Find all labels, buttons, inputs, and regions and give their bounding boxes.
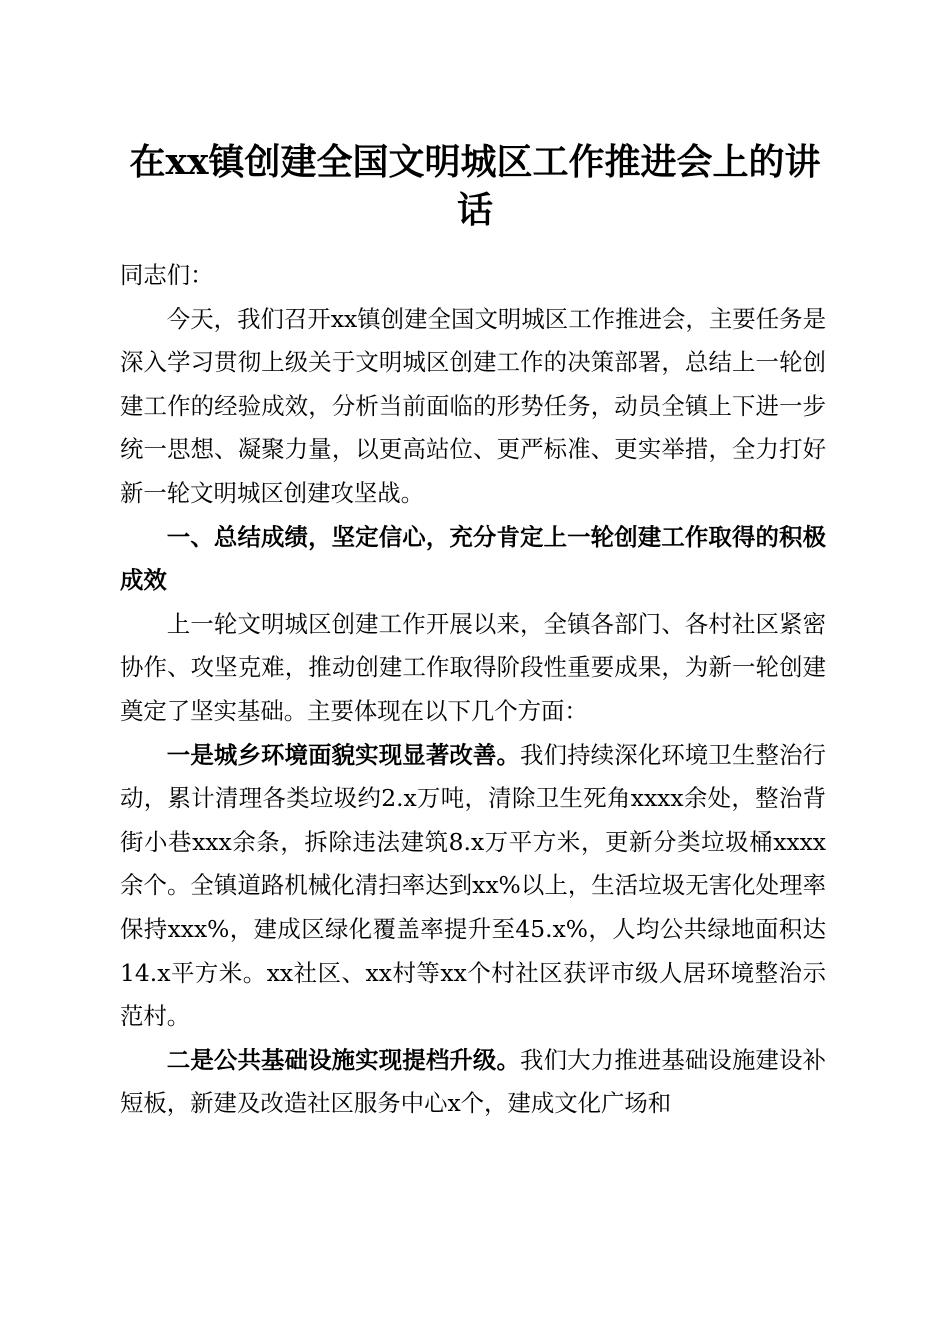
environment-text: 我们持续深化环境卫生整治行动，累计清理各类垃圾约2.x万吨，清除卫生死角xxxx余处，整治背街小巷xxx余条，拆除违法建筑8.x万平方米，更新分类垃圾桶xxxx余个。全镇道路机械化清扫率达到xx%以上，生活垃圾无害化处理率保持xxx%，建成区绿化覆盖率提升至45.x%，人均公共绿地面积达14.x平方米。xx社区、xx村等xx个村社区获评市级人居环境整治示范村。 — [120, 740, 827, 1031]
intro-paragraph: 今天，我们召开xx镇创建全国文明城区工作推进会，主要任务是深入学习贯彻上级关于文明城区创建工作的决策部署，总结上一轮创建工作的经验成效，分析当前面临的形势任务，动员全镇上下进一步统一思想、凝聚力量，以更高站位、更严标准、更实举措，全力打好新一轮文明城区创建攻坚战。 — [120, 304, 826, 507]
document-body — [120, 254, 826, 1126]
environment-paragraph — [120, 734, 826, 1039]
section-heading-1: 一、总结成绩，坚定信心，充分肯定上一轮创建工作取得的积极成效 — [120, 522, 826, 595]
infrastructure-paragraph — [120, 1039, 826, 1126]
document-title: 在xx镇创建全国文明城区工作推进会上的讲话 — [129, 141, 821, 231]
section-1-intro-paragraph: 上一轮文明城区创建工作开展以来，全镇各部门、各村社区紧密协作、攻坚克难，推动创建工作取得阶段性重要成果，为新一轮创建奠定了坚实基础。主要体现在以下几个方面： — [120, 609, 826, 725]
infrastructure-lead: 二是公共基础设施实现提档升级。 — [166, 1045, 521, 1074]
infrastructure-text: 我们大力推进基础设施建设补短板，新建及改造社区服务中心x个，建成文化广场和 — [120, 1045, 827, 1118]
environment-lead: 一是城乡环境面貌实现显著改善。 — [166, 740, 521, 769]
salutation: 同志们： — [120, 261, 214, 289]
